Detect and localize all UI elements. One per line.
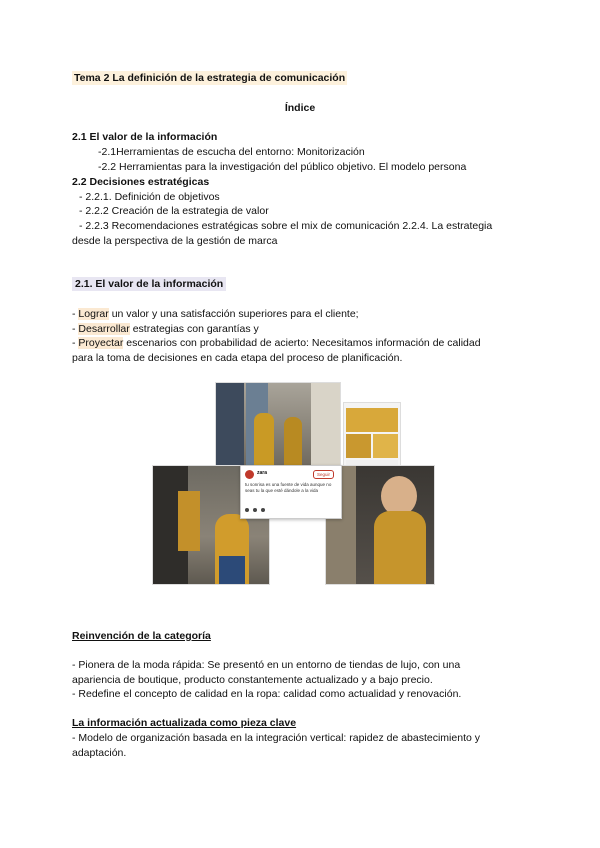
grid-image-2 [346, 434, 371, 458]
section-heading-text: 2.1. El valor de la información [72, 277, 226, 291]
bullet-text: estrategias con garantías y [129, 323, 259, 335]
bullet-proyectar [72, 336, 481, 351]
share-icon [261, 508, 265, 512]
index-heading: Índice [284, 102, 316, 114]
info-clave-p1-l2: adaptación. [72, 747, 127, 759]
person-yellow-jacket [374, 511, 426, 584]
post-username: zara [257, 470, 268, 476]
post-actions [245, 508, 305, 513]
bullet-text: un valor y una satisfacción superiores para el cliente; [108, 308, 359, 320]
photo-corridor [215, 382, 341, 469]
reinvencion-heading [72, 629, 211, 644]
bullet-dash: - [72, 337, 79, 349]
person-jeans [219, 556, 245, 584]
bullet-lograr [72, 307, 359, 322]
person-face [381, 476, 417, 516]
info-clave-heading-text: La información actualizada como pieza clave [72, 717, 297, 729]
bullet-proyectar-cont: para la toma de decisiones en cada etapa del proceso de planificación. [72, 352, 403, 364]
follow-button[interactable]: Seguir [313, 470, 334, 479]
index-item-2-1: 2.1 El valor de la información [72, 131, 218, 143]
social-post-card [240, 465, 342, 519]
index-item-2-2-2: - 2.2.2 Creación de la estrategia de valor [79, 205, 269, 217]
index-item-2-1-2: -2.2 Herramientas para la investigación del público objetivo. El modelo persona [98, 161, 467, 173]
index-item-2-2-3-cont: desde la perspectiva de la gestión de marca [72, 235, 278, 247]
highlight-word: Desarrollar [78, 323, 130, 335]
index-item-2-1-1: -2.1Herramientas de escucha del entorno: Monitorización [98, 146, 365, 158]
avatar [245, 470, 254, 479]
person-yellow-jacket [254, 413, 274, 468]
person-yellow-jacket-2 [284, 417, 302, 468]
grid-image-1 [346, 408, 398, 432]
post-text: tu sonrisa es una fuente de vida aunque no seas tu la que esté dándole a la vida [245, 482, 332, 493]
bullet-text: escenarios con probabilidad de acierto: Necesitamos información de calidad [123, 337, 481, 349]
mural-wall [216, 383, 244, 468]
bullet-dash: - [72, 323, 79, 335]
reinvencion-heading-text: Reinvención de la categoría [72, 630, 211, 642]
document-title [72, 71, 347, 86]
reinvencion-p1-l2: apariencia de boutique, producto constantemente actualizado y a bajo precio. [72, 674, 433, 686]
reinvencion-p1-l1: - Pionera de la moda rápida: Se presentó en un entorno de tiendas de lujo, con una [72, 659, 461, 671]
info-clave-p1-l1: - Modelo de organización basada en la integración vertical: rapidez de abastecimiento y [72, 732, 480, 744]
corridor-light [311, 383, 340, 468]
grid-image-3 [373, 434, 398, 458]
section-heading [72, 277, 226, 292]
info-clave-heading [72, 716, 296, 731]
bullet-dash: - [72, 308, 79, 320]
title-text: Tema 2 La definición de la estrategia de comunicación [74, 72, 346, 84]
highlight-word: Lograr [78, 308, 109, 320]
highlight-word: Proyectar [78, 337, 124, 349]
like-icon [245, 508, 249, 512]
index-item-2-2-3: - 2.2.3 Recomendaciones estratégicas sobre el mix de comunicación 2.2.4. La estrategia [79, 220, 493, 232]
reinvencion-p2: - Redefine el concepto de calidad en la ropa: calidad como actualidad y renovación. [72, 688, 462, 700]
person-yellow [178, 491, 200, 551]
index-item-2-2: 2.2 Decisiones estratégicas [72, 176, 210, 188]
index-item-2-2-1: - 2.2.1. Definición de objetivos [79, 191, 220, 203]
photo-collage [150, 380, 435, 585]
bullet-desarrollar [72, 322, 259, 337]
comment-icon [253, 508, 257, 512]
